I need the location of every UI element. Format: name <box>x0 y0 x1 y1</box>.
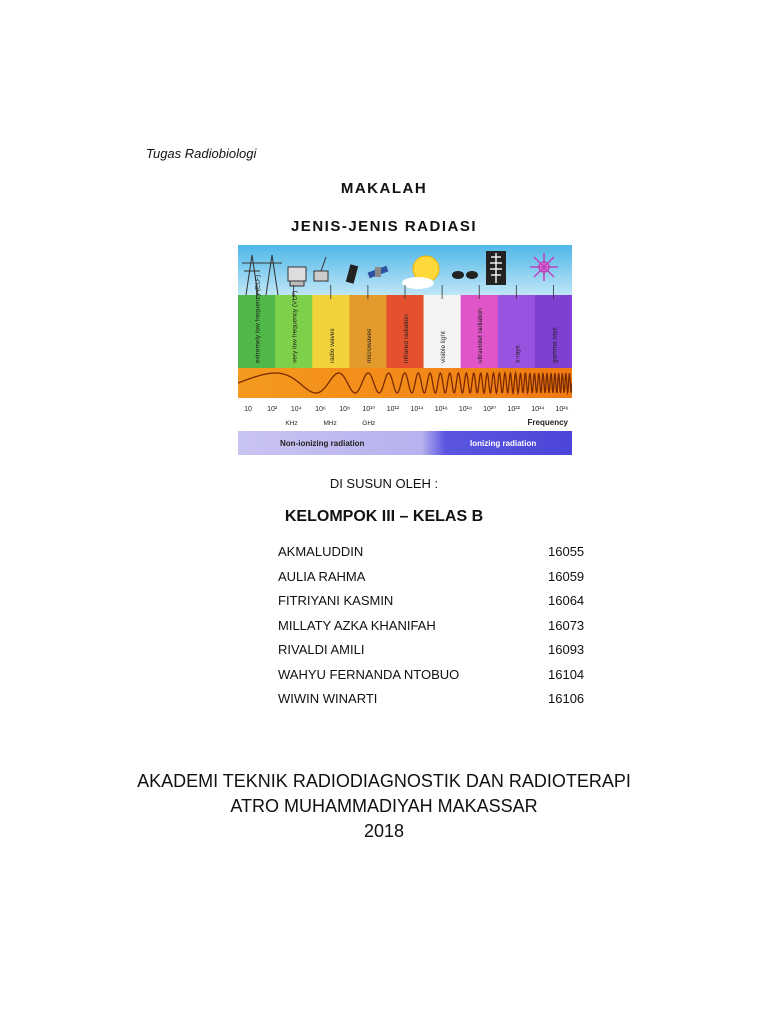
member-nim: 16093 <box>548 642 585 657</box>
frequency-tick-label: 10²⁶ <box>555 406 569 413</box>
member-name: RIVALDI AMILI <box>278 642 365 657</box>
frequency-unit-label: MHz <box>323 420 337 427</box>
member-nim: 16106 <box>548 691 585 706</box>
electromagnetic-spectrum-figure <box>238 245 572 455</box>
member-nim: 16064 <box>548 593 585 608</box>
member-nim: 16055 <box>548 544 585 559</box>
xray-skeleton-icon <box>486 251 506 285</box>
member-row <box>278 543 598 568</box>
frequency-unit-label: GHz <box>362 420 376 427</box>
frequency-tick-label: 10¹⁶ <box>434 406 448 413</box>
member-name: AKMALUDDIN <box>278 544 364 559</box>
band-label: x-rays <box>514 345 522 363</box>
institution-city: ATRO MUHAMMADIYAH MAKASSAR <box>230 796 538 816</box>
band-label: infrared radiation <box>403 314 410 363</box>
member-name: FITRIYANI KASMIN <box>278 593 394 608</box>
band-label: very low frequency (VLF) <box>291 290 299 363</box>
non-ionizing-label: Non-ionizing radiation <box>280 439 365 448</box>
band-label: microwaves <box>365 328 373 363</box>
band-label: gamma rays <box>551 327 559 363</box>
member-row <box>278 690 598 715</box>
band-label: radio waves <box>328 328 336 363</box>
frequency-tick-label: 10¹⁰ <box>362 406 376 413</box>
frequency-tick-label: 10²² <box>507 406 520 413</box>
member-name: WIWIN WINARTI <box>278 691 378 706</box>
member-name: AULIA RAHMA <box>278 568 366 584</box>
band-label: visible light <box>440 331 448 363</box>
member-row <box>278 641 598 666</box>
member-nim: 16073 <box>548 617 585 633</box>
member-name: WAHYU FERNANDA NTOBUO <box>278 666 460 682</box>
frequency-tick-label: 10²⁰ <box>483 406 497 413</box>
year: 2018 <box>363 821 405 841</box>
frequency-tick-label: 10¹⁴ <box>410 406 424 413</box>
frequency-tick-label: 10 <box>244 406 252 413</box>
band-label: extremely low frequency (ELF) <box>254 274 262 363</box>
frequency-unit-label: KHz <box>285 420 298 427</box>
member-row <box>278 592 598 617</box>
frequency-tick-label: 10¹⁸ <box>458 406 472 413</box>
document-title: JENIS-JENIS RADIASI <box>290 218 478 235</box>
member-name: MILLATY AZKA KHANIFAH <box>278 617 436 633</box>
member-nim: 16104 <box>548 666 585 682</box>
member-row <box>278 617 598 642</box>
subject-label: Tugas Radiobiologi <box>146 146 257 161</box>
member-list <box>278 543 598 715</box>
frequency-tick-label: 10⁴ <box>290 406 302 413</box>
gamma-burst-icon <box>530 253 558 281</box>
frequency-axis-label: Frequency <box>527 418 568 427</box>
member-row <box>278 568 598 593</box>
member-row <box>278 666 598 691</box>
frequency-tick-label: 10¹² <box>386 406 400 413</box>
computer-icon <box>288 267 306 286</box>
ionizing-label: Ionizing radiation <box>470 439 537 448</box>
frequency-tick-label: 10⁸ <box>339 406 350 413</box>
frequency-tick-label: 10² <box>267 406 278 413</box>
group-title: KELOMPOK III – KELAS B <box>284 508 484 525</box>
document-type-title: MAKALAH <box>340 180 428 197</box>
frequency-tick-label: 10⁶ <box>315 406 326 413</box>
prepared-by-label: DI SUSUN OLEH : <box>329 476 439 491</box>
frequency-tick-label: 10²⁴ <box>531 406 545 413</box>
band-label: ultraviolet radiation <box>477 308 485 363</box>
member-nim: 16059 <box>548 568 585 584</box>
institution-name: AKADEMI TEKNIK RADIODIAGNOSTIK DAN RADIOTERAPI <box>137 771 631 791</box>
